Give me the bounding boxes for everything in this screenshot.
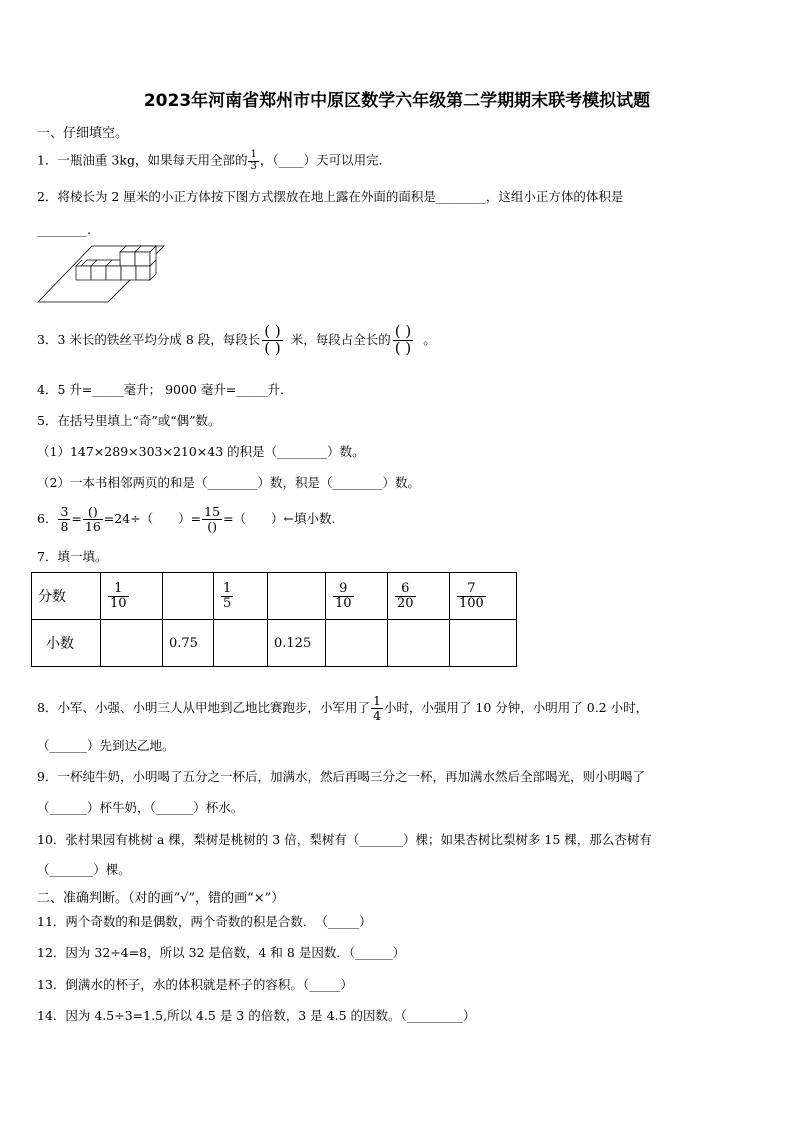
- table-fraction-1: [108, 582, 129, 610]
- question-7: 7．填一填。: [37, 549, 108, 564]
- q6-fraction-3-numerator: 15: [204, 504, 221, 520]
- fraction-denominator: 10: [335, 595, 352, 611]
- fraction-numerator: 1: [108, 582, 129, 597]
- q6-number: 6．: [37, 511, 58, 526]
- q1-text-b: ，（____）天可以用完．: [259, 152, 392, 168]
- q3-fraction-2: [393, 321, 413, 357]
- table-fraction-5: [333, 582, 354, 610]
- question-5: 5．在括号里填上“奇”或“偶”数。: [37, 413, 221, 428]
- fraction-numerator: 6: [395, 582, 416, 597]
- q6-fraction-1-numerator: 3: [60, 504, 69, 520]
- q1-fraction-numerator: 1: [250, 149, 257, 160]
- q3-fraction-1-denominator: ( ): [264, 338, 281, 357]
- q3-fraction-1-numerator: ( ): [264, 321, 281, 340]
- table-row-fractions: [32, 573, 517, 620]
- question-5-part-1: （1）147×289×303×210×43 的积是（________）数。: [37, 444, 365, 459]
- table-cell-decimal: 0.125: [274, 635, 312, 651]
- question-10-cont: （_______）棵。: [37, 862, 131, 877]
- q8-text-b: 小时，小强用了 10 分钟，小明用了 0.2 小时，: [383, 700, 649, 715]
- fraction-decimal-table: [31, 572, 517, 667]
- fraction-denominator: 100: [459, 595, 484, 611]
- q6-text-mid: =24÷（ ）=: [103, 511, 202, 526]
- table-cell-decimal: 0.75: [169, 635, 198, 651]
- q1-text-a: 1．一瓶油重 3kg，如果每天用全部的: [37, 152, 248, 168]
- q6-fraction-1: [58, 505, 70, 532]
- q8-text-a: 8．小军、小强、小明三人从甲地到乙地比赛跑步，小军用了: [37, 700, 370, 715]
- page-title: 2023年河南省郑州市中原区数学六年级第二学期期末联考模拟试题: [143, 91, 651, 111]
- q6-fraction-2: [83, 505, 103, 532]
- question-4: 4．5 升=_____毫升； 9000 毫升=_____升．: [37, 382, 293, 397]
- question-5-part-2: （2）一本书相邻两页的和是（________）数，积是（________）数。: [37, 475, 420, 490]
- question-10: 10．张村果园有桃树 a 棵，梨树是桃树的 3 倍，梨树有（_______）棵；如果杏树比梨树多 15 棵，那么杏树有: [37, 832, 652, 847]
- q8-fraction-numerator: 1: [372, 693, 381, 709]
- question-14: 14．因为 4.5÷3=1.5,所以 4.5 是 3 的倍数，3 是 4.5 的因数。（_________）: [37, 1008, 476, 1023]
- question-13: 13．倒满水的杯子，水的体积就是杯子的容积。（_____）: [37, 977, 353, 992]
- q8-fraction-denominator: 4: [372, 707, 381, 723]
- table-fraction-3: [221, 582, 233, 610]
- question-12: 12．因为 32÷4=8，所以 32 是倍数，4 和 8 是因数．（______）: [37, 945, 406, 960]
- question-11: 11．两个奇数的和是偶数，两个奇数的积是合数． （_____）: [37, 914, 372, 929]
- fraction-numerator: 9: [333, 582, 354, 597]
- question-8: [37, 690, 648, 726]
- question-2-cont: ________.: [37, 222, 91, 237]
- q1-fraction-denominator: 3: [250, 160, 257, 172]
- q3-text-b: 米，每段占全长的: [290, 332, 391, 347]
- q6-fraction-3: [202, 505, 222, 532]
- row-header-decimal: 小数: [46, 636, 74, 652]
- q6-equals: =: [71, 511, 82, 526]
- fraction-denominator: 20: [397, 595, 414, 611]
- q3-fraction-2-numerator: ( ): [394, 321, 412, 340]
- table-fraction-6: [395, 582, 416, 610]
- question-2: 2．将棱长为 2 厘米的小正方体按下图方式摆放在地上露在外面的面积是________，这组小正方体的体积是: [37, 189, 624, 204]
- question-6: [37, 502, 335, 536]
- table-fraction-7: [457, 582, 486, 610]
- q6-fraction-3-denominator: (): [207, 518, 217, 534]
- q6-fraction-1-denominator: 8: [60, 518, 69, 534]
- question-8-cont: （______）先到达乙地。: [37, 738, 175, 753]
- table-row-decimals: [32, 620, 517, 667]
- q3-text-c: 。: [423, 332, 436, 347]
- question-9-cont: （______）杯牛奶，（______）杯水。: [37, 800, 244, 815]
- question-1: [37, 150, 391, 172]
- q1-fraction: [248, 150, 258, 172]
- q6-fraction-2-numerator: (): [83, 505, 103, 519]
- q6-text-end: =（ ）←填小数.: [223, 511, 336, 526]
- fraction-numerator: 1: [223, 580, 232, 596]
- fraction-denominator: 5: [223, 595, 232, 611]
- q3-text-a: 3．3 米长的铁丝平均分成 8 段，每段长: [37, 332, 261, 347]
- q3-fraction-1: [262, 321, 282, 357]
- q6-fraction-2-denominator: 16: [84, 518, 101, 534]
- section-1-heading: 一、仔细填空。: [37, 126, 129, 141]
- question-3: [37, 318, 436, 362]
- row-header-fraction: 分数: [38, 589, 66, 605]
- q3-fraction-2-denominator: ( ): [394, 338, 412, 357]
- cube-arrangement-figure: [36, 240, 166, 304]
- q8-fraction: [371, 694, 383, 721]
- fraction-numerator: 7: [457, 582, 486, 597]
- section-2-heading: 二、准确判断。（对的画“√”，错的画“×”）: [37, 891, 285, 906]
- question-9: 9．一杯纯牛奶，小明喝了五分之一杯后，加满水，然后再喝三分之一杯，再加满水然后全部喝光，则小明喝了: [37, 769, 645, 784]
- fraction-denominator: 10: [110, 595, 127, 611]
